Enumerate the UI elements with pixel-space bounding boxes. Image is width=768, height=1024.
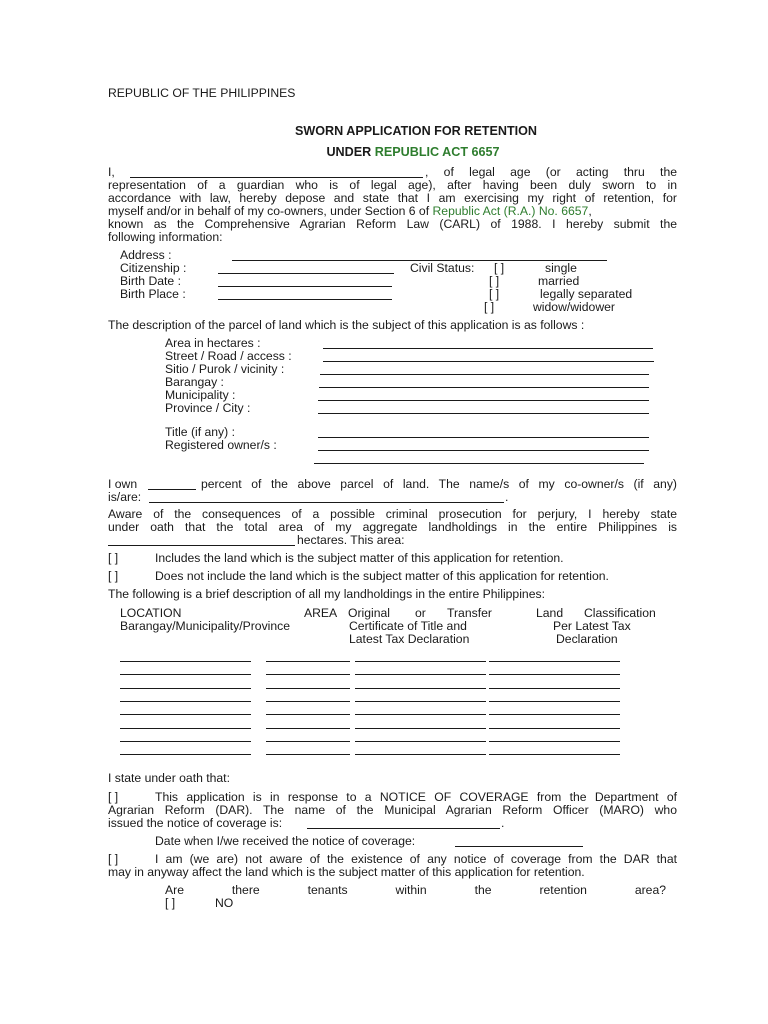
no-tenants-label: NO [215, 896, 234, 910]
percent-field[interactable] [148, 489, 196, 490]
per-latest-header: Per Latest Tax [553, 619, 631, 633]
original-header: Original [348, 606, 390, 620]
birth-place-field[interactable] [218, 299, 392, 300]
subtitle-prefix: UNDER [326, 145, 375, 159]
title-field[interactable] [318, 437, 649, 438]
intro-line-5: known as the Comprehensive Agrarian Reform Law (CARL) of 1988. I hereby submit the [108, 217, 677, 231]
intro-line-1b: , of legal age (or acting thru the [425, 165, 677, 179]
landholding-cell-field[interactable] [489, 661, 620, 662]
area-hectares-field[interactable] [323, 348, 653, 349]
tenants-question [165, 883, 666, 897]
landholding-cell-field[interactable] [120, 661, 251, 662]
landholding-cell-field[interactable] [489, 741, 620, 742]
intro-line-4c: , [588, 204, 592, 218]
landholding-cell-field[interactable] [355, 661, 486, 662]
total-hectares-field[interactable] [108, 545, 295, 546]
notice-line-2: Agrarian Reform (DAR). The name of the Municipal Agrarian Reform Officer (MARO) who [108, 803, 677, 817]
or-header: or [415, 606, 426, 620]
landholding-cell-field[interactable] [120, 728, 251, 729]
brgy-header: Barangay/Municipality/Province [120, 619, 291, 633]
landholding-cell-field[interactable] [489, 688, 620, 689]
tenants-word: there [231, 883, 260, 897]
oath-intro: I state under oath that: [108, 771, 230, 785]
birth-date-field[interactable] [218, 286, 392, 287]
maro-name-field[interactable] [307, 828, 500, 829]
registered-owners-label: Registered owner/s : [165, 438, 277, 452]
widow-checkbox[interactable]: [ ] [484, 300, 495, 314]
married-label: married [538, 274, 580, 288]
landholding-cell-field[interactable] [120, 714, 251, 715]
landholding-cell-field[interactable] [120, 688, 251, 689]
registered-owners-field[interactable] [318, 450, 649, 451]
subtitle-act: REPUBLIC ACT 6657 [374, 145, 500, 159]
landholding-cell-field[interactable] [489, 674, 620, 675]
brief-description: The following is a brief description of all my landholdings in the entire Philippines: [108, 587, 545, 601]
declaration-header: Declaration [556, 632, 618, 646]
landholding-cell-field[interactable] [355, 714, 486, 715]
landholding-cell-field[interactable] [355, 741, 486, 742]
separated-checkbox[interactable]: [ ] [489, 287, 500, 301]
married-checkbox[interactable]: [ ] [489, 274, 500, 288]
landholding-cell-field[interactable] [489, 714, 620, 715]
single-checkbox[interactable]: [ ] [494, 261, 505, 275]
single-label: single [545, 261, 577, 275]
street-field[interactable] [323, 361, 654, 362]
title-label: Title (if any) : [165, 425, 235, 439]
landholding-cell-field[interactable] [355, 701, 486, 702]
tenants-word: the [474, 883, 492, 897]
intro-line-1a: I, [108, 165, 115, 179]
republic-header: REPUBLIC OF THE PHILIPPINES [108, 86, 296, 100]
classification-header: Classification [584, 606, 656, 620]
landholding-cell-field[interactable] [266, 728, 350, 729]
certificate-header: Certificate of Title and [349, 619, 467, 633]
landholding-cell-field[interactable] [489, 754, 620, 755]
transfer-header: Transfer [447, 606, 492, 620]
landholding-cell-field[interactable] [266, 661, 350, 662]
notice-checkbox[interactable]: [ ] [108, 790, 119, 804]
own-line-2b: . [505, 490, 509, 504]
landholding-cell-field[interactable] [266, 741, 350, 742]
not-aware-checkbox[interactable]: [ ] [108, 852, 119, 866]
landholding-cell-field[interactable] [120, 701, 251, 702]
aware-line-2: under oath that the total area of my aggregate landholdings in the entire Philippines is [108, 520, 677, 534]
birth-place-label: Birth Place : [120, 287, 186, 301]
date-received-label: Date when I/we received the notice of coverage: [155, 834, 416, 848]
birth-date-label: Birth Date : [120, 274, 181, 288]
landholding-cell-field[interactable] [120, 674, 251, 675]
own-line-2a: is/are: [108, 490, 142, 504]
excludes-checkbox[interactable]: [ ] [108, 569, 119, 583]
area-hectares-label: Area in hectares : [165, 336, 261, 350]
address-label: Address : [120, 248, 172, 262]
sitio-field[interactable] [320, 374, 649, 375]
own-line-1a: I own [108, 477, 138, 491]
barangay-label: Barangay : [165, 375, 224, 389]
form-title: SWORN APPLICATION FOR RETENTION [294, 124, 538, 138]
not-aware-line-1: I am (we are) not aware of the existence of any notice of coverage from the DAR that [155, 852, 677, 866]
landholding-cell-field[interactable] [120, 741, 251, 742]
not-aware-line-2: may in anyway affect the land which is the subject matter of this application for retention. [108, 865, 585, 879]
civil-status-label: Civil Status: [410, 261, 475, 275]
sitio-label: Sitio / Purok / vicinity : [165, 362, 285, 376]
notice-line-3a: issued the notice of coverage is: [108, 816, 283, 830]
tenants-word: Are [165, 883, 184, 897]
landholding-cell-field[interactable] [120, 754, 251, 755]
street-label: Street / Road / access : [165, 349, 292, 363]
date-received-field[interactable] [455, 846, 583, 847]
land-header: Land [536, 606, 564, 620]
landholding-cell-field[interactable] [266, 754, 350, 755]
landholding-cell-field[interactable] [355, 688, 486, 689]
aware-line-3: hectares. This area: [297, 533, 405, 547]
separated-label: legally separated [540, 287, 633, 301]
tenants-word: within [395, 883, 427, 897]
widow-label: widow/widower [533, 300, 615, 314]
intro-line-2: representation of a guardian who is of legal age), after having been duly sworn to in [108, 178, 677, 192]
includes-label: Includes the land which is the subject matter of this application for retention. [155, 551, 564, 565]
location-header: LOCATION [120, 606, 182, 620]
form-subtitle [0, 145, 768, 159]
tenants-word: retention [539, 883, 587, 897]
citizenship-label: Citizenship : [120, 261, 187, 275]
co-owners-field[interactable] [149, 502, 504, 503]
ra-6657-link: Republic Act (R.A.) No. 6657 [432, 204, 589, 218]
notice-line-3b: . [501, 816, 505, 830]
landholding-cell-field[interactable] [489, 728, 620, 729]
landholding-cell-field[interactable] [355, 674, 486, 675]
latest-tax-header: Latest Tax Declaration [349, 632, 470, 646]
landholding-cell-field[interactable] [266, 714, 350, 715]
parcel-intro: The description of the parcel of land which is the subject of this application is as follows : [108, 318, 585, 332]
own-line-1b: percent of the above parcel of land. The name/s of my co-owner/s (if any) [201, 477, 677, 491]
province-field[interactable] [318, 413, 649, 414]
barangay-field[interactable] [319, 387, 649, 388]
registered-owners-field-2[interactable] [314, 463, 644, 464]
landholding-cell-field[interactable] [355, 754, 486, 755]
includes-checkbox[interactable]: [ ] [108, 551, 119, 565]
landholding-cell-field[interactable] [489, 701, 620, 702]
intro-line-4a: myself and/or in behalf of my co-owners, under Section 6 of [108, 204, 433, 218]
landholding-cell-field[interactable] [266, 688, 350, 689]
landholding-cell-field[interactable] [355, 728, 486, 729]
notice-line-1: This application is in response to a NOTICE OF COVERAGE from the Department of [155, 790, 677, 804]
excludes-label: Does not include the land which is the subject matter of this application for retention. [155, 569, 609, 583]
aware-line-1: Aware of the consequences of a possible criminal prosecution for perjury, I hereby state [108, 507, 677, 521]
area-header: AREA [304, 606, 338, 620]
tenants-word: tenants [307, 883, 348, 897]
municipality-label: Municipality : [165, 388, 236, 402]
intro-line-3: accordance with law, hereby depose and state that I am exercising my right of retention, for [108, 191, 677, 205]
no-tenants-checkbox[interactable]: [ ] [165, 896, 176, 910]
intro-line-4 [108, 204, 592, 218]
citizenship-field[interactable] [218, 273, 394, 274]
municipality-field[interactable] [318, 400, 649, 401]
landholding-cell-field[interactable] [266, 701, 350, 702]
province-label: Province / City : [165, 401, 251, 415]
tenants-word: area? [634, 883, 666, 897]
intro-line-6: following information: [108, 230, 223, 244]
landholding-cell-field[interactable] [266, 674, 350, 675]
